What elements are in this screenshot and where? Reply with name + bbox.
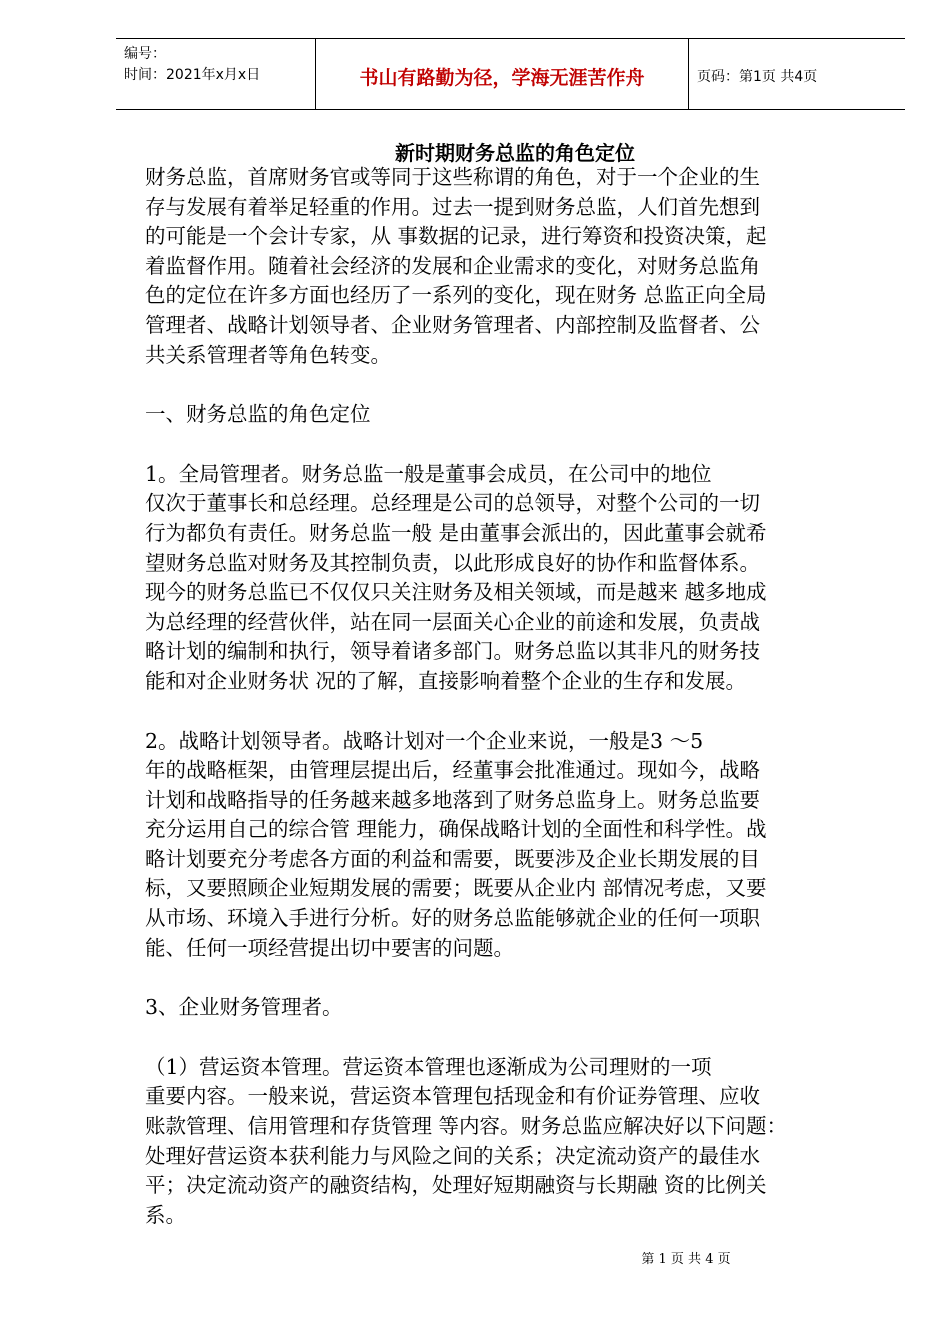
text-line: 平；决定流动资产的融资结构，处理好短期融资与长期融 资的比例关: [145, 1173, 767, 1198]
text-line: 色的定位在许多方面也经历了一系列的变化，现在财务 总监正向全局: [145, 283, 767, 308]
paragraph: [145, 400, 875, 430]
text-line: 重要内容。一般来说，营运资本管理包括现金和有价证券管理、应收: [145, 1084, 760, 1109]
text-line: 管理者、战略计划领导者、企业财务管理者、内部控制及监督者、公: [145, 312, 760, 337]
text-line: 账款管理、信用管理和存货管理 等内容。财务总监应解决好以下问题：: [145, 1114, 788, 1139]
page-footer: 第 1 页 共 4 页: [641, 1252, 731, 1267]
text-line: 行为都负有责任。财务总监一般 是由董事会派出的，因此董事会就希: [145, 520, 767, 545]
text-line: 能和对企业财务状 况的了解，直接影响着整个企业的生存和发展。: [145, 668, 747, 693]
text-line: 的可能是一个会计专家，从 事数据的记录，进行筹资和投资决策，起: [145, 224, 767, 249]
paragraph-gap: [145, 430, 875, 460]
document-body: [145, 163, 875, 1230]
text-line: 为总经理的经营伙伴，站在同一层面关心企业的前途和发展，负责战: [145, 609, 760, 634]
paragraph: [145, 727, 875, 964]
text-line: 1。全局管理者。财务总监一般是董事会成员，在公司中的地位: [145, 461, 712, 486]
header-motto-cell: [316, 39, 689, 109]
text-line: 着监督作用。随着社会经济的发展和企业需求的变化，对财务总监角: [145, 253, 760, 278]
paragraph: [145, 1053, 875, 1231]
header-page-cell: [689, 39, 905, 109]
text-line: 财务总监，首席财务官或等同于这些称谓的角色，对于一个企业的生: [145, 165, 760, 189]
paragraph-gap: [145, 1023, 875, 1053]
text-line: 标，又要照顾企业短期发展的需要；既要从企业内 部情况考虑，又要: [145, 876, 767, 901]
paragraph-gap: [145, 963, 875, 993]
text-line: 处理好营运资本获利能力与风险之间的关系；决定流动资产的最佳水: [145, 1143, 760, 1168]
document-header: [116, 38, 905, 110]
text-line: 系。: [145, 1202, 186, 1227]
header-page-number: 页码：第1页 共4页: [697, 69, 818, 85]
text-line: 略计划的编制和执行，领导着诸多部门。财务总监以其非凡的财务技: [145, 639, 760, 664]
document-time: 时间：2021年x月x日: [124, 67, 261, 83]
text-line: 年的战略框架，由管理层提出后，经董事会批准通过。现如今，战略: [145, 758, 760, 783]
text-line: 望财务总监对财务及其控制负责，以此形成良好的协作和监督体系。: [145, 550, 760, 575]
text-line: 2。战略计划领导者。战略计划对一个企业来说，一般是3 ～5: [145, 728, 704, 753]
text-line: 计划和战略指导的任务越来越多地落到了财务总监身上。财务总监要: [145, 787, 760, 812]
text-line: 仅次于董事长和总经理。总经理是公司的总领导，对整个公司的一切: [145, 491, 760, 516]
text-line: 充分运用自己的综合管 理能力，确保战略计划的全面性和科学性。战: [145, 817, 767, 842]
document-number: 编号：: [124, 46, 166, 62]
text-line: 存与发展有着举足轻重的作用。过去一提到财务总监，人们首先想到: [145, 194, 760, 219]
header-motto: 书山有路勤为径，学海无涯苦作舟: [359, 67, 645, 89]
text-line: 一、财务总监的角色定位: [145, 402, 371, 427]
text-line: 略计划要充分考虑各方面的利益和需要，既要涉及企业长期发展的目: [145, 846, 760, 871]
header-info-cell: [116, 39, 316, 109]
paragraph: [145, 460, 875, 697]
text-line: 共关系管理者等角色转变。: [145, 342, 391, 367]
paragraph-gap: [145, 697, 875, 727]
paragraph-gap: [145, 370, 875, 400]
paragraph: [145, 163, 875, 370]
text-line: 现今的财务总监已不仅仅只关注财务及相关领域，而是越来 越多地成: [145, 580, 767, 605]
document-title: 新时期财务总监的角色定位: [395, 141, 635, 165]
text-line: 从市场、环境入手进行分析。好的财务总监能够就企业的任何一项职: [145, 906, 760, 931]
text-line: 3、企业财务管理者。: [145, 995, 343, 1020]
paragraph: [145, 993, 875, 1023]
text-line: 能、任何一项经营提出切中要害的问题。: [145, 935, 514, 960]
text-line: （1）营运资本管理。营运资本管理也逐渐成为公司理财的一项: [145, 1054, 712, 1079]
